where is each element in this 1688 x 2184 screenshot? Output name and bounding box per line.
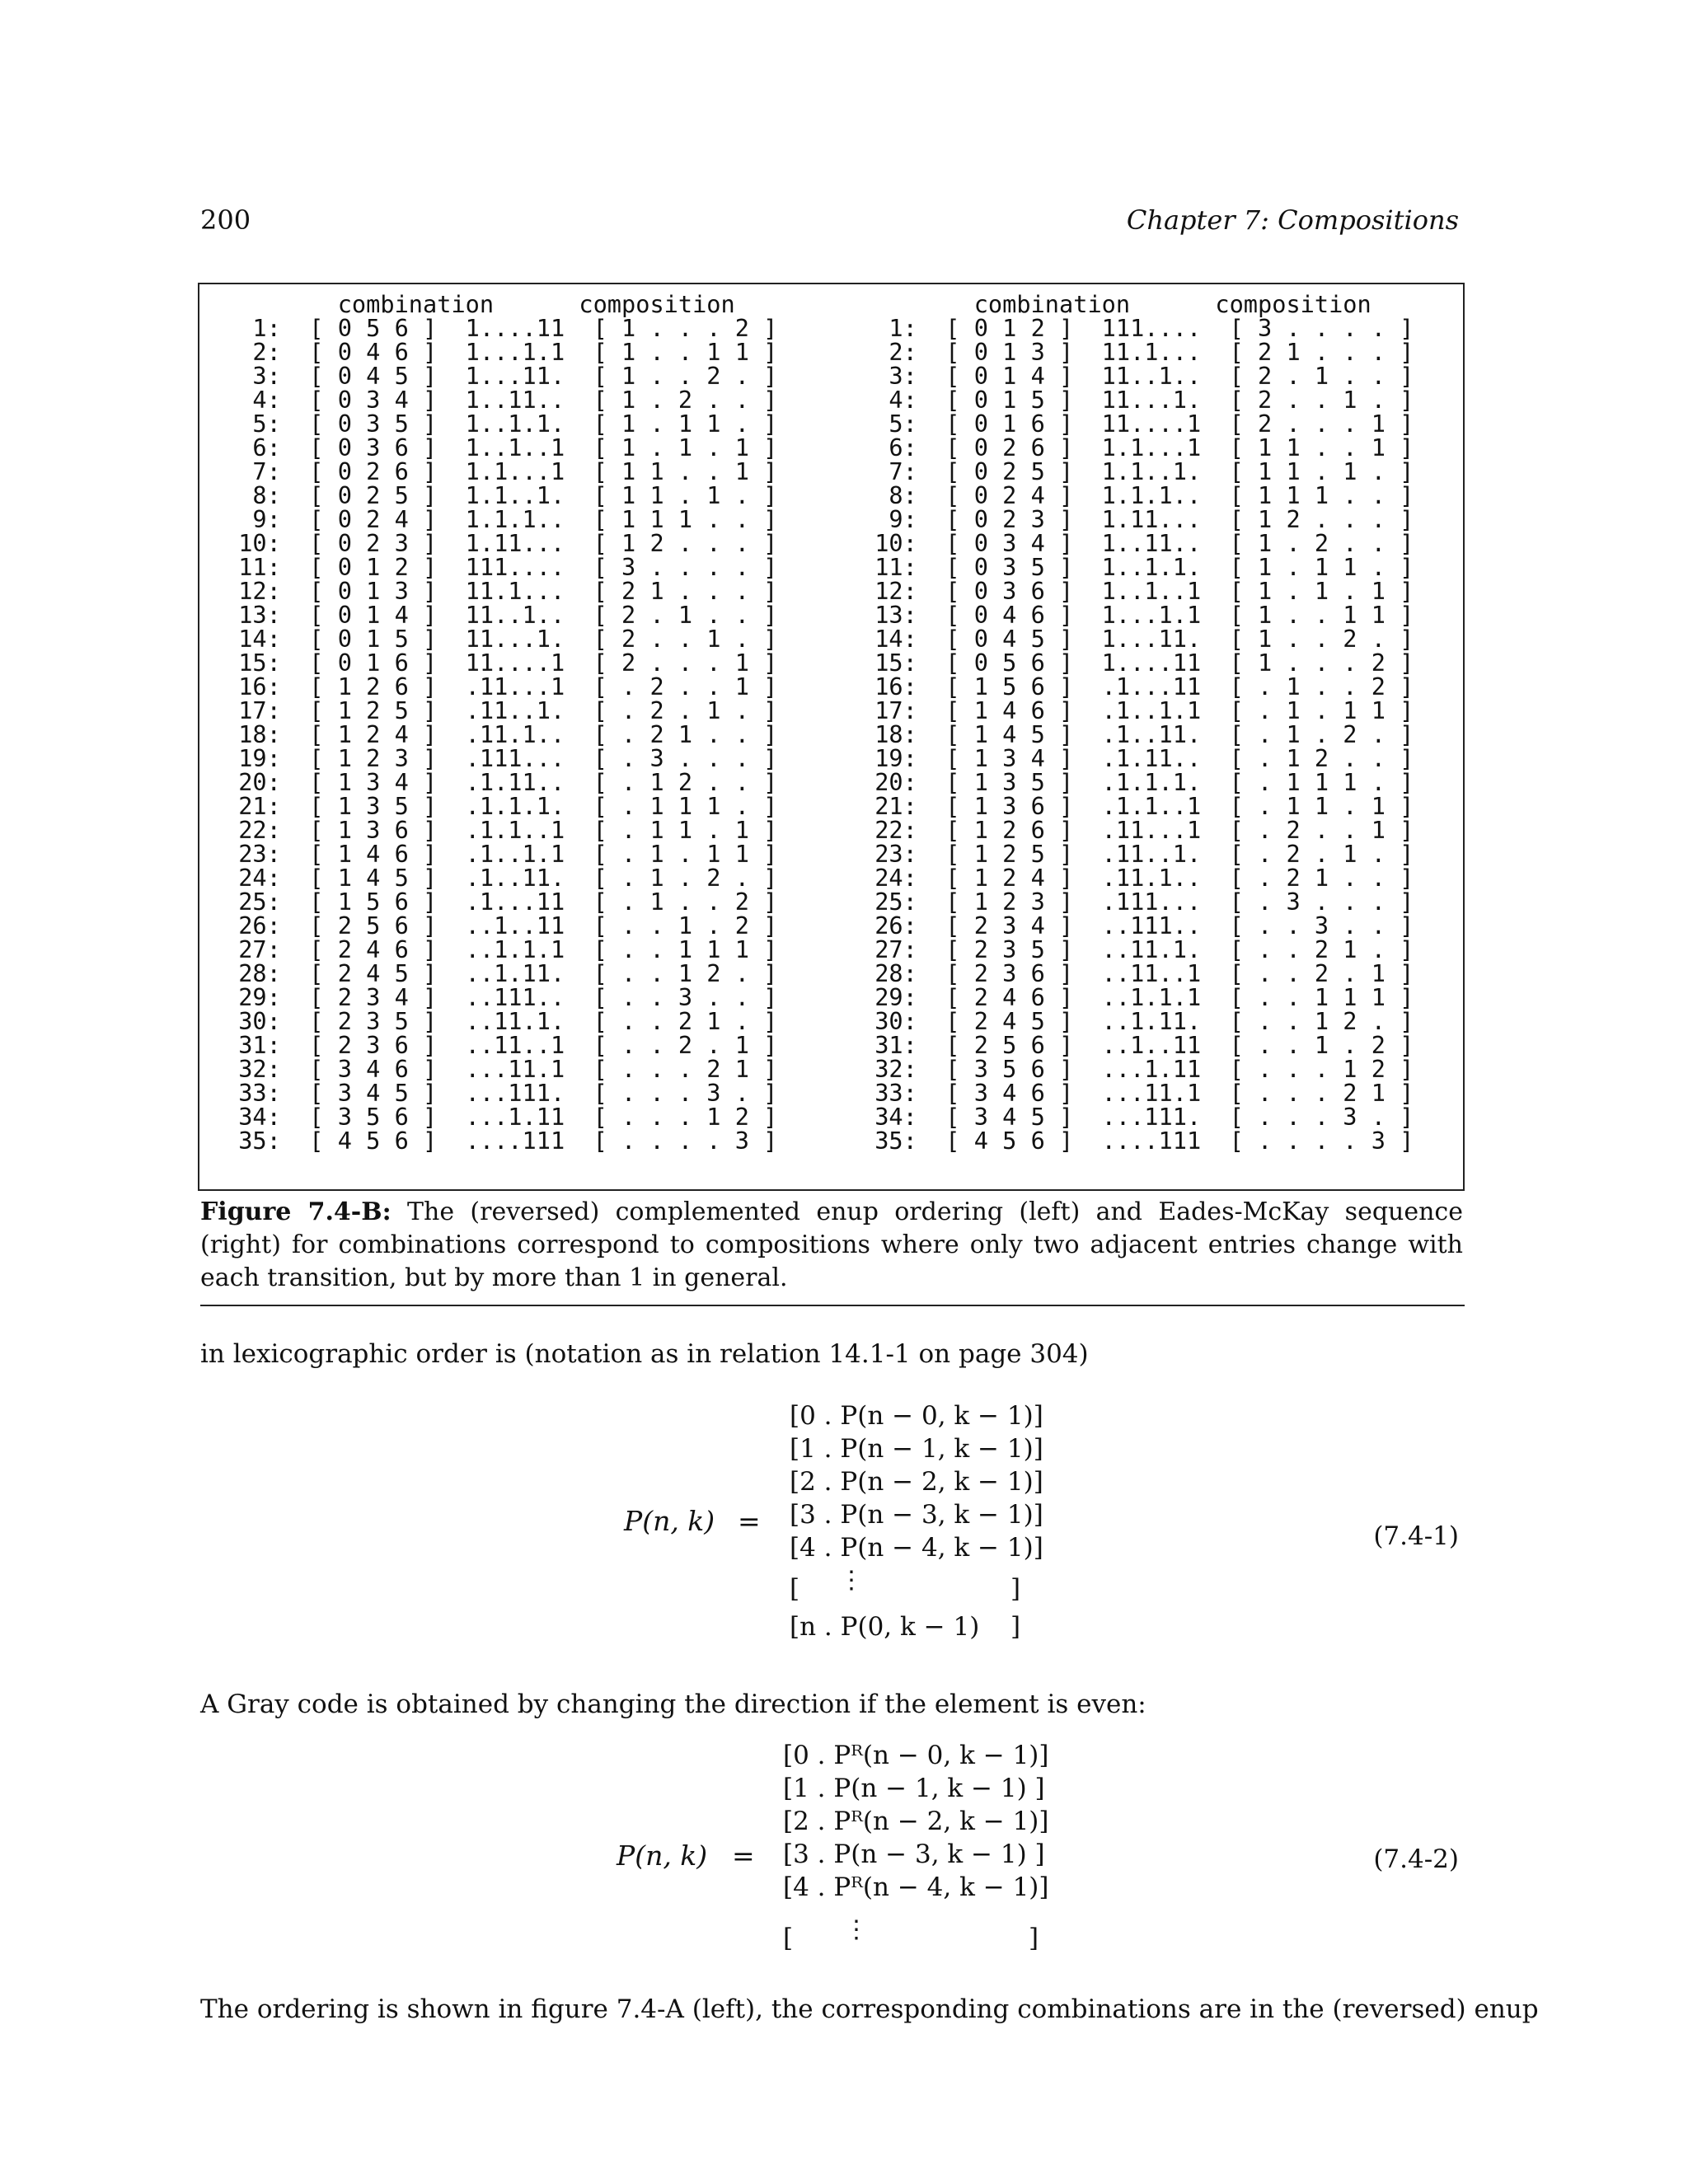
eq2-row: [3 . P(n − 3, k − 1) ]: [783, 1840, 1045, 1869]
right-table-row: 17: [ 1 4 6 ] .1..1.1 [ . 1 . 1 1 ]: [860, 696, 1414, 724]
chapter-title: Chapter 7: Compositions: [1126, 204, 1459, 236]
left-table-row: 31: [ 2 3 6 ] ..11..1 [ . . 2 . 1 ]: [224, 1031, 778, 1059]
eq2-open-bracket: [: [783, 1924, 794, 1953]
left-table-row: 28: [ 2 4 5 ] ..1.11. [ . . 1 2 . ]: [224, 959, 778, 987]
right-table-row: 32: [ 3 5 6 ] ...1.11 [ . . . 1 2 ]: [860, 1055, 1414, 1083]
right-table-row: 25: [ 1 2 3 ] .111... [ . 3 . . . ]: [860, 888, 1414, 916]
caption-rule: [200, 1305, 1465, 1306]
left-table-row: 12: [ 0 1 3 ] 11.1... [ 2 1 . . . ]: [224, 577, 778, 605]
eq1-row: [2 . P(n − 2, k − 1)]: [790, 1467, 1043, 1497]
right-table-row: 23: [ 1 2 5 ] .11..1. [ . 2 . 1 . ]: [860, 840, 1414, 868]
eq2-row: [0 . Pᴿ(n − 0, k − 1)]: [783, 1741, 1049, 1770]
left-table-row: 9: [ 0 2 4 ] 1.1.1.. [ 1 1 1 . . ]: [224, 505, 778, 533]
caption-text: The (reversed) complemented enup ordering (left) and Eades-McKay sequence (right) for combinations correspond to compositions where only two adjacent entries change with each transition, but by more than 1 in general.: [200, 1197, 1463, 1292]
right-table-row: 20: [ 1 3 5 ] .1.1.1. [ . 1 1 1 . ]: [860, 768, 1414, 796]
paragraph-1: in lexicographic order is (notation as in relation 14.1-1 on page 304): [200, 1339, 1089, 1369]
eq1-row: [4 . P(n − 4, k − 1)]: [790, 1533, 1043, 1563]
right-table-row: 16: [ 1 5 6 ] .1...11 [ . 1 . . 2 ]: [860, 673, 1414, 701]
right-table-row: 4: [ 0 1 5 ] 11...1. [ 2 . . 1 . ]: [860, 386, 1414, 414]
left-table-row: 5: [ 0 3 5 ] 1..1.1. [ 1 . 1 1 . ]: [224, 410, 778, 438]
right-table-row: 24: [ 1 2 4 ] .11.1.. [ . 2 1 . . ]: [860, 864, 1414, 892]
eq2-row: [2 . Pᴿ(n − 2, k − 1)]: [783, 1807, 1049, 1836]
right-table-row: 18: [ 1 4 5 ] .1..11. [ . 1 . 2 . ]: [860, 720, 1414, 748]
paragraph-2: A Gray code is obtained by changing the direction if the element is even:: [200, 1690, 1146, 1719]
right-table-row: 1: [ 0 1 2 ] 111.... [ 3 . . . . ]: [860, 314, 1414, 342]
right-table-row: 28: [ 2 3 6 ] ..11..1 [ . . 2 . 1 ]: [860, 959, 1414, 987]
eq2-number: (7.4-2): [1373, 1844, 1459, 1874]
eq2-close-bracket: ]: [1029, 1924, 1039, 1953]
eq2-row: [4 . Pᴿ(n − 4, k − 1)]: [783, 1872, 1049, 1902]
page-number: 200: [200, 204, 251, 236]
right-table-row: 2: [ 0 1 3 ] 11.1... [ 2 1 . . . ]: [860, 338, 1414, 366]
left-table-row: 30: [ 2 3 5 ] ..11.1. [ . . 2 1 . ]: [224, 1007, 778, 1035]
left-table-row: 15: [ 0 1 6 ] 11....1 [ 2 . . . 1 ]: [224, 649, 778, 677]
left-table-row: 25: [ 1 5 6 ] .1...11 [ . 1 . . 2 ]: [224, 888, 778, 916]
right-table-row: 30: [ 2 4 5 ] ..1.11. [ . . 1 2 . ]: [860, 1007, 1414, 1035]
right-table-row: 34: [ 3 4 5 ] ...111. [ . . . 3 . ]: [860, 1103, 1414, 1131]
right-table-row: 9: [ 0 2 3 ] 1.11... [ 1 2 . . . ]: [860, 505, 1414, 533]
right-table-row: 29: [ 2 4 6 ] ..1.1.1 [ . . 1 1 1 ]: [860, 983, 1414, 1011]
eq1-row: [3 . P(n − 3, k − 1)]: [790, 1500, 1043, 1530]
left-table-row: 34: [ 3 5 6 ] ...1.11 [ . . . 1 2 ]: [224, 1103, 778, 1131]
left-table-row: 18: [ 1 2 4 ] .11.1.. [ . 2 1 . . ]: [224, 720, 778, 748]
paragraph-3: The ordering is shown in figure 7.4-A (left), the corresponding combinations are in the (reversed) enup: [200, 1994, 1539, 2024]
right-table-row: 15: [ 0 5 6 ] 1....11 [ 1 . . . 2 ]: [860, 649, 1414, 677]
right-table-header-row: combination composition: [860, 290, 1372, 318]
left-table-row: 4: [ 0 3 4 ] 1..11.. [ 1 . 2 . . ]: [224, 386, 778, 414]
right-table-row: 5: [ 0 1 6 ] 11....1 [ 2 . . . 1 ]: [860, 410, 1414, 438]
right-table-row: 10: [ 0 3 4 ] 1..11.. [ 1 . 2 . . ]: [860, 529, 1414, 557]
left-table-row: 16: [ 1 2 6 ] .11...1 [ . 2 . . 1 ]: [224, 673, 778, 701]
right-table-row: 21: [ 1 3 6 ] .1.1..1 [ . 1 1 . 1 ]: [860, 792, 1414, 820]
eq2-equals: =: [732, 1840, 755, 1872]
left-table-row: 7: [ 0 2 6 ] 1.1...1 [ 1 1 . . 1 ]: [224, 457, 778, 485]
eq1-close-bracket: ]: [1010, 1574, 1021, 1604]
figure-caption: [200, 1196, 1463, 1295]
left-table-row: 23: [ 1 4 6 ] .1..1.1 [ . 1 . 1 1 ]: [224, 840, 778, 868]
left-table-row: 8: [ 0 2 5 ] 1.1..1. [ 1 1 . 1 . ]: [224, 481, 778, 509]
left-table-row: 27: [ 2 4 6 ] ..1.1.1 [ . . 1 1 1 ]: [224, 935, 778, 963]
eq1-row: [1 . P(n − 1, k − 1)]: [790, 1434, 1043, 1464]
eq2-vdots: ⋮: [844, 1915, 869, 1944]
left-table-row: 1: [ 0 5 6 ] 1....11 [ 1 . . . 2 ]: [224, 314, 778, 342]
right-table: [860, 290, 1414, 1155]
eq1-equals: =: [738, 1505, 761, 1537]
left-table-row: 17: [ 1 2 5 ] .11..1. [ . 2 . 1 . ]: [224, 696, 778, 724]
left-table-row: 26: [ 2 5 6 ] ..1..11 [ . . 1 . 2 ]: [224, 912, 778, 940]
left-table-row: 14: [ 0 1 5 ] 11...1. [ 2 . . 1 . ]: [224, 625, 778, 653]
eq1-lhs: P(n, k): [624, 1505, 715, 1537]
left-table-row: 32: [ 3 4 6 ] ...11.1 [ . . . 2 1 ]: [224, 1055, 778, 1083]
right-table-row: 27: [ 2 3 5 ] ..11.1. [ . . 2 1 . ]: [860, 935, 1414, 963]
right-table-row: 19: [ 1 3 4 ] .1.11.. [ . 1 2 . . ]: [860, 744, 1414, 772]
right-table-row: 11: [ 0 3 5 ] 1..1.1. [ 1 . 1 1 . ]: [860, 553, 1414, 581]
right-table-row: 22: [ 1 2 6 ] .11...1 [ . 2 . . 1 ]: [860, 816, 1414, 844]
right-table-row: 26: [ 2 3 4 ] ..111.. [ . . 3 . . ]: [860, 912, 1414, 940]
left-table-header-row: combination composition: [224, 290, 735, 318]
right-table-row: 31: [ 2 5 6 ] ..1..11 [ . . 1 . 2 ]: [860, 1031, 1414, 1059]
right-table-row: 8: [ 0 2 4 ] 1.1.1.. [ 1 1 1 . . ]: [860, 481, 1414, 509]
left-table-row: 10: [ 0 2 3 ] 1.11... [ 1 2 . . . ]: [224, 529, 778, 557]
right-table-row: 33: [ 3 4 6 ] ...11.1 [ . . . 2 1 ]: [860, 1079, 1414, 1107]
left-table-row: 24: [ 1 4 5 ] .1..11. [ . 1 . 2 . ]: [224, 864, 778, 892]
eq1-last-row: [n . P(0, k − 1): [790, 1612, 980, 1642]
eq1-vdots: ⋮: [839, 1566, 864, 1595]
right-table-row: 12: [ 0 3 6 ] 1..1..1 [ 1 . 1 . 1 ]: [860, 577, 1414, 605]
left-table: [224, 290, 778, 1155]
left-table-row: 13: [ 0 1 4 ] 11..1.. [ 2 . 1 . . ]: [224, 601, 778, 629]
eq1-row: [0 . P(n − 0, k − 1)]: [790, 1401, 1043, 1431]
left-table-row: 29: [ 2 3 4 ] ..111.. [ . . 3 . . ]: [224, 983, 778, 1011]
left-table-row: 22: [ 1 3 6 ] .1.1..1 [ . 1 1 . 1 ]: [224, 816, 778, 844]
right-table-row: 35: [ 4 5 6 ] ....111 [ . . . . 3 ]: [860, 1127, 1414, 1155]
left-table-row: 2: [ 0 4 6 ] 1...1.1 [ 1 . . 1 1 ]: [224, 338, 778, 366]
left-table-row: 19: [ 1 2 3 ] .111... [ . 3 . . . ]: [224, 744, 778, 772]
left-table-row: 11: [ 0 1 2 ] 111.... [ 3 . . . . ]: [224, 553, 778, 581]
eq2-lhs: P(n, k): [617, 1840, 708, 1872]
left-table-row: 35: [ 4 5 6 ] ....111 [ . . . . 3 ]: [224, 1127, 778, 1155]
left-table-row: 20: [ 1 3 4 ] .1.11.. [ . 1 2 . . ]: [224, 768, 778, 796]
left-table-row: 33: [ 3 4 5 ] ...111. [ . . . 3 . ]: [224, 1079, 778, 1107]
left-table-row: 21: [ 1 3 5 ] .1.1.1. [ . 1 1 1 . ]: [224, 792, 778, 820]
figure-box: [198, 283, 1465, 1191]
eq1-last-close: ]: [1010, 1612, 1021, 1642]
left-table-row: 6: [ 0 3 6 ] 1..1..1 [ 1 . 1 . 1 ]: [224, 434, 778, 462]
right-table-row: 6: [ 0 2 6 ] 1.1...1 [ 1 1 . . 1 ]: [860, 434, 1414, 462]
caption-label: Figure 7.4-B:: [200, 1197, 392, 1226]
right-table-row: 13: [ 0 4 6 ] 1...1.1 [ 1 . . 1 1 ]: [860, 601, 1414, 629]
right-table-row: 3: [ 0 1 4 ] 11..1.. [ 2 . 1 . . ]: [860, 362, 1414, 390]
left-table-row: 3: [ 0 4 5 ] 1...11. [ 1 . . 2 . ]: [224, 362, 778, 390]
right-table-row: 14: [ 0 4 5 ] 1...11. [ 1 . . 2 . ]: [860, 625, 1414, 653]
eq2-row: [1 . P(n − 1, k − 1) ]: [783, 1774, 1045, 1803]
right-table-row: 7: [ 0 2 5 ] 1.1..1. [ 1 1 . 1 . ]: [860, 457, 1414, 485]
eq1-open-bracket: [: [790, 1574, 800, 1604]
eq1-number: (7.4-1): [1373, 1521, 1459, 1551]
